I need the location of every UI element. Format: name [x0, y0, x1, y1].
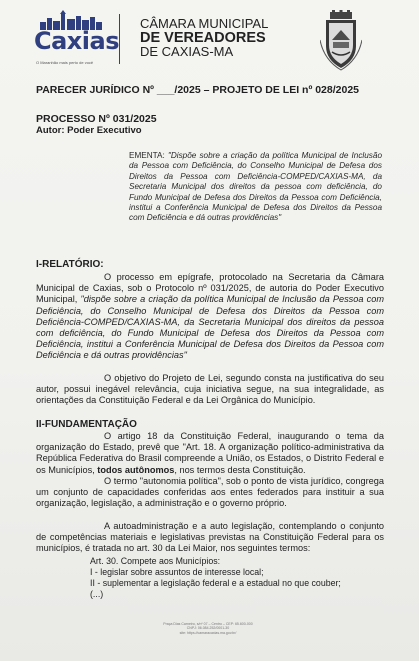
chamber-line-1: CÂMARA MUNICIPAL [140, 16, 269, 31]
chamber-name [140, 17, 310, 59]
caxias-logo [30, 10, 119, 65]
author-line: Autor: Poder Executivo [36, 125, 142, 136]
logo-tagline: O Maranhão mais perto de você [36, 60, 94, 65]
chamber-line-2: DE VEREADORES [140, 30, 266, 46]
relatorio-p1-text: O processo em epígrafe, protocolado na Secretaria da Câmara Municipal de Caxias, sob o Protocolo nº 031/2025, de autoria do Poder Executivo Municipal, [36, 272, 384, 305]
ementa-text: "Dispõe sobre a criação da política Municipal de Inclusão da Pessoa com Deficiência, do Conselho Municipal de Defesa dos Direitos da Pessoa com Deficiência-COMPED/CAXIAS-MA, da Secretaria Municipal dos direitos da pessoa com deficiência, do Fundo Municipal de Defesa dos Direitos da Pessoa com Deficiência, institui a Conferência Municipal de Defesa dos Direitos da Pessoa com Deficiência e dá outras providências" [129, 151, 382, 223]
footer-cnpj: CNPJ: 06.084.252/0001-30 [186, 626, 230, 631]
citation-line-4: (...) [90, 589, 104, 599]
municipal-crest-icon [320, 10, 362, 72]
parecer-title: PARECER JURÍDICO Nº ___/2025 – PROJETO DE LEI nº 028/2025 [36, 84, 359, 96]
fundamentacao-paragraph-3: A autoadministração e a auto legislação, contemplando o conjunto de competências materiais e legislativas previstas na Constituição Federal para os municípios, é tratada no art. 30 da Lei Maior, nos seguintes termos: [36, 521, 384, 554]
page-footer [138, 622, 278, 635]
fund-p1-bold: todos autônomos [97, 464, 175, 475]
fund-p1-end: , nos termos desta Constituição. [174, 464, 306, 475]
relatorio-paragraph-1 [36, 272, 384, 362]
citation-line-1: Art. 30. Compete aos Municípios: [90, 556, 221, 566]
ementa-label: EMENTA: [129, 151, 165, 160]
fundamentacao-paragraph-1 [36, 431, 384, 476]
footer-site: site: https://camaracaxias.ma.gov.br/ [179, 630, 237, 635]
footer-address: Praça Dias Carneiro, s/nº 07 – Centro – CEP: 65.600-000 [163, 622, 253, 626]
section-relatorio-title: I-RELATÓRIO: [36, 259, 104, 270]
header-divider [119, 14, 120, 64]
relatorio-p1-quote: "dispõe sobre a criação da política Municipal de Inclusão da Pessoa com Deficiência, do Conselho Municipal de Defesa dos Direitos da Pessoa com Deficiência-COMPED/CAXIAS-MA, da Secretaria Municipal dos direitos da pessoa com deficiência, do Fundo Municipal de Defesa dos Direitos da Pessoa com Deficiência, institui a Conferência Municipal de Defesa dos Direitos da Pessoa com Deficiência e dá outras providências" [36, 294, 384, 361]
citation-line-2: I - legislar sobre assuntos de interesse local; [90, 567, 264, 577]
section-fundamentacao-title: II-FUNDAMENTAÇÃO [36, 419, 137, 430]
fundamentacao-paragraph-2: O termo "autonomia política", sob o ponto de vista jurídico, congrega um conjunto de capacidades conferidas aos entes federados para instituir a sua organização, legislação, a administração e o governo próprio. [36, 476, 384, 509]
fund-p1-text: O artigo 18 da Constituição Federal, inaugurando o tema da organização do Estado, prevê que "Art. 18. A organização político-administrativa da República Federativa do Brasil compreende a União, os Estados, o Distrito Federal e os Municípios, [36, 431, 384, 475]
chamber-line-3: DE CAXIAS-MA [140, 44, 234, 59]
ementa-block [129, 151, 382, 224]
processo-number: PROCESSO Nº 031/2025 [36, 113, 157, 125]
relatorio-paragraph-2: O objetivo do Projeto de Lei, segundo consta na justificativa do seu autor, possui inegável relevância, cuja iniciativa segue, na sua integralidade, as orientações da Constituição Federal e da Lei Orgânica do Município. [36, 373, 384, 406]
citation-line-3: II - suplementar a legislação federal e a estadual no que couber; [90, 578, 341, 588]
logo-wordmark: Caxias [34, 27, 119, 55]
